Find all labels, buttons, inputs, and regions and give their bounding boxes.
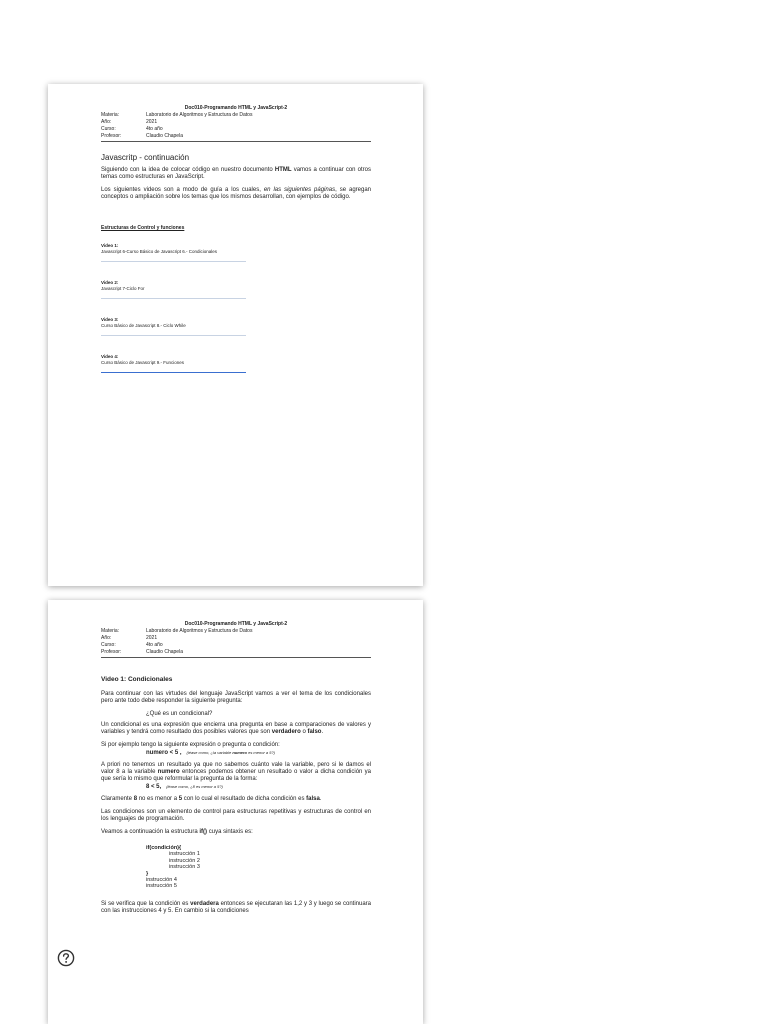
meta-key: Año: [101,119,112,125]
video-item[interactable] [101,354,371,373]
header-divider [101,657,371,658]
header-meta [101,112,371,140]
help-icon [57,949,75,967]
video-label: Video 1: [101,243,119,248]
paragraph: Un condicional es una expresión que encierra una pregunta en base a comparaciones de valores y variables y tendrá como resultado dos posibles valores que son verdadero o falso. [101,722,371,735]
paragraph: Si por ejemplo tengo la siguiente expresión o pregunta o condición: [101,742,280,748]
condition-example: numero < 5 , (léase como, ¿la variable numero es menor a 5?) [146,750,275,756]
video-embed-line [101,298,246,299]
meta-key: Profesor: [101,649,122,655]
meta-value: Laboratorio de Algoritmos y Estructura de Datos [146,628,253,634]
video-label: Video 2: [101,280,119,285]
meta-key: Profesor: [101,133,122,139]
condition-example: 8 < 5, (léase como, ¿8 es menor a 5?) [146,784,223,790]
header-meta [101,628,371,656]
video-link[interactable]: Curso Básico de Javascript 9.- Funciones [101,360,185,365]
video-link[interactable]: Javascript 6-Curso Básico de Javascript 6.- Condicionales [101,249,218,254]
meta-key: Materia: [101,112,120,118]
video-link[interactable]: Curso Básico de Javascript 8.- Ciclo While [101,323,186,328]
meta-key: Curso: [101,642,116,648]
meta-value: Claudio Chapela [146,649,183,655]
meta-key: Año: [101,635,112,641]
video-item[interactable] [101,317,371,336]
video-embed-line [101,335,246,336]
doc-title: Doc010-Programando HTML y JavaScript-2 [184,621,288,627]
section-title: Estructuras de Control y funciones [101,225,185,231]
video-embed-line [101,372,246,373]
document-page-2 [48,600,423,1024]
paragraph: Veamos a continuación la estructura if() cuya sintaxis es: [101,829,253,835]
meta-value: 2021 [146,119,158,125]
video-item[interactable] [101,243,371,262]
video-embed-line [101,261,246,262]
meta-key: Materia: [101,628,120,634]
help-button[interactable] [57,949,75,967]
meta-key: Curso: [101,126,116,132]
page-heading: Video 1: Condicionales [101,676,173,683]
header-divider [101,141,371,142]
meta-value: 4to año [146,126,163,132]
meta-value: 2021 [146,635,158,641]
video-item[interactable] [101,280,371,299]
code-block: if(condición){ instrucción 1 instrucción 2 instrucción 3 } instrucción 4 instrucción 5 [146,845,200,890]
video-label: Video 3: [101,317,119,322]
question: ¿Qué es un condicional? [146,711,213,717]
intro-paragraph: Siguiendo con la idea de colocar código en nuestro documento HTML vamos a continuar con otros temas como estructuras en JavaScript. [101,167,371,180]
paragraph: Si se verifica que la condición es verdadera entonces se ejecutaran las 1,2 y 3 y luego se continuara con las instrucciones 4 y 5. En cambio si la condiciones [101,900,371,914]
paragraph: Para continuar con las virtudes del lenguaje JavaScript vamos a ver el tema de los condicionales pero ante todo debe responder la siguiente pregunta: [101,691,371,704]
meta-value: 4to año [146,642,163,648]
video-link[interactable]: Javascript 7-Ciclo For [101,286,145,291]
paragraph: Las condiciones son un elemento de control para estructuras repetitivas y estructuras de control en los lenguajes de programación. [101,809,371,822]
video-label: Video 4: [101,354,119,359]
page-heading: Javascritp - continuación [101,153,190,162]
videos-paragraph: Los siguientes videos son a modo de guía a los cuales, en las siguientes páginas, se agregan conceptos o ampliación sobre los temas que los mismos desarrollan, con ejemplos de código. [101,187,371,200]
document-page-1 [48,84,423,586]
paragraph: A priori no tenemos un resultado ya que no sabemos cuánto vale la variable, pero si le damos el valor 8 a la variable numero entonces podemos obtener un resultado o valor a dicha condición ya que sería lo mismo que reformular la pregunta de la forma: [101,762,371,782]
meta-value: Claudio Chapela [146,133,183,139]
meta-value: Laboratorio de Algoritmos y Estructura de Datos [146,112,253,118]
doc-title: Doc010-Programando HTML y JavaScript-2 [184,105,288,111]
paragraph: Claramente 8 no es menor a 5 con lo cual el resultado de dicha condición es falsa. [101,796,322,802]
